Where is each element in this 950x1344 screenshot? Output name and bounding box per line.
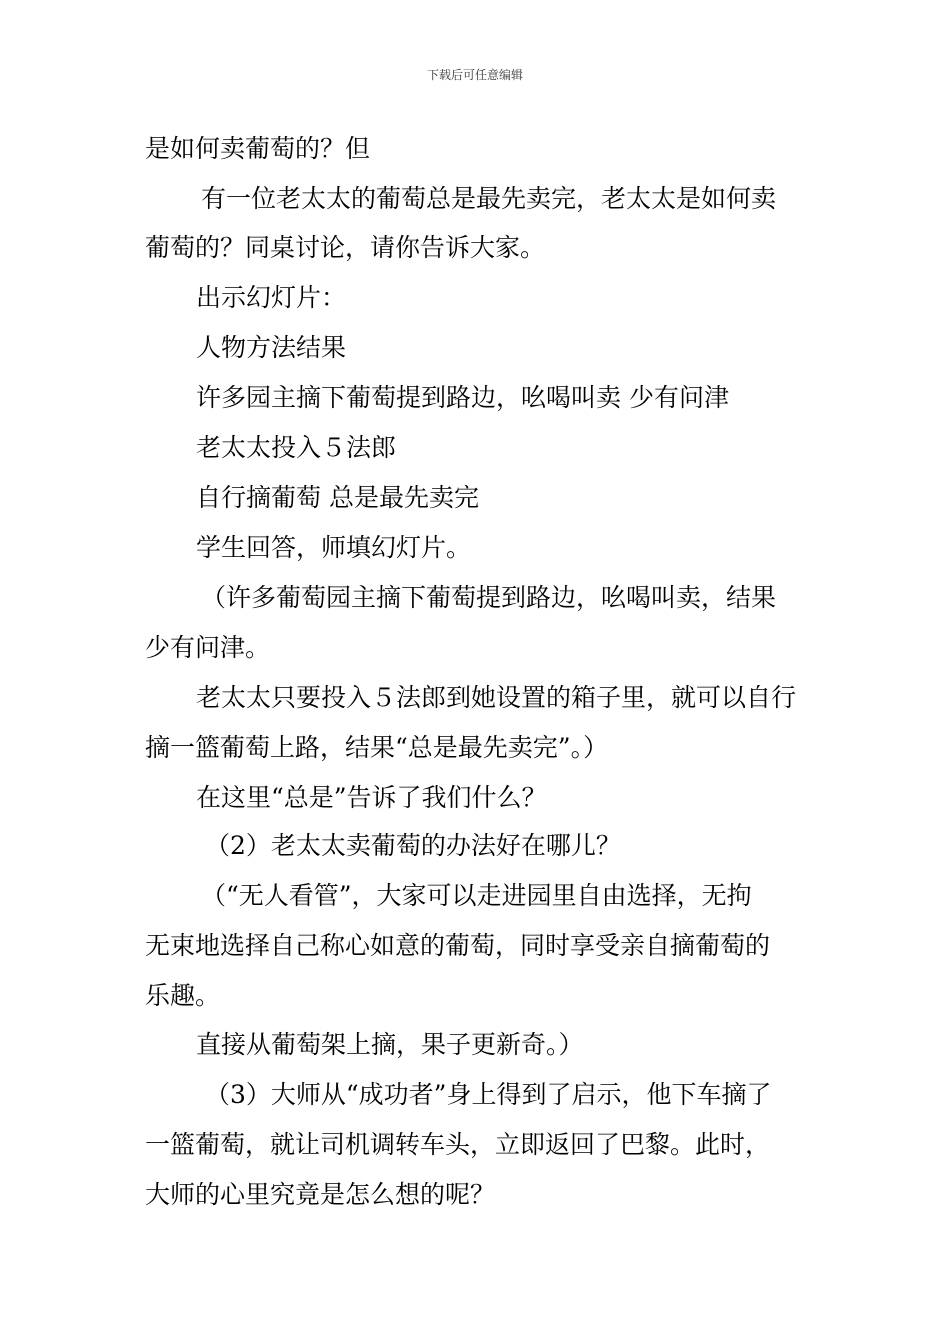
text-line: （“无人看管”，大家可以走进园里自由选择，无拘 — [201, 881, 752, 910]
text-line: 一篮葡萄，就让司机调转车头，立即返回了巴黎。此时， — [145, 1130, 771, 1159]
text-line: 人物方法结果 — [196, 333, 347, 362]
text-line: 乐趣。 — [145, 981, 221, 1010]
text-line: 无束地选择自己称心如意的葡萄，同时享受亲自摘葡萄的 — [145, 931, 771, 960]
text-line: （2）老太太卖葡萄的办法好在哪儿？ — [205, 831, 621, 860]
text-line: 是如何卖葡萄的？但 — [145, 134, 371, 163]
text-line: （许多葡萄园主摘下葡萄提到路边，吆喝叫卖，结果 — [201, 583, 777, 612]
text-line: （3）大师从“成功者”身上得到了启示，他下车摘了 — [205, 1080, 772, 1109]
text-line: 老太太只要投入５法郎到她设置的箱子里，就可以自行 — [196, 683, 797, 712]
text-line: 学生回答，师填幻灯片。 — [196, 533, 472, 562]
text-line: 出示幻灯片： — [196, 283, 347, 312]
text-line: 直接从葡萄架上摘，果子更新奇。） — [196, 1030, 584, 1059]
text-line: 许多园主摘下葡萄提到路边，吆喝叫卖 少有问津 — [196, 383, 729, 412]
text-line: 少有问津。 — [145, 633, 271, 662]
text-line: 自行摘葡萄 总是最先卖完 — [196, 483, 479, 512]
text-line: 老太太投入５法郎 — [196, 433, 397, 462]
text-line: 葡萄的？同桌讨论，请你告诉大家。 — [145, 233, 546, 262]
text-line: 有一位老太太的葡萄总是最先卖完，老太太是如何卖 — [201, 184, 777, 213]
text-line: 大师的心里究竟是怎么想的呢？ — [145, 1180, 496, 1209]
text-line: 在这里“总是”告诉了我们什么？ — [196, 783, 547, 812]
text-line: 摘一篮葡萄上路，结果“总是最先卖完”。） — [145, 733, 609, 762]
page-header: 下载后可任意编辑 — [426, 68, 523, 82]
